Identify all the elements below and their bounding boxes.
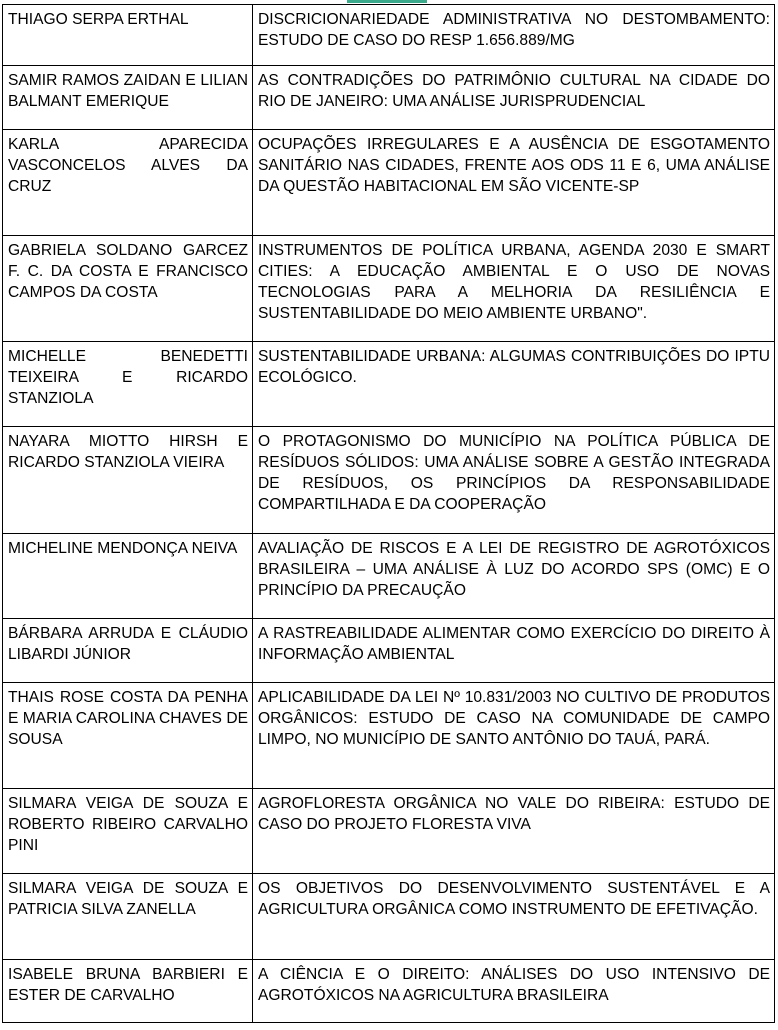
authors-cell: THIAGO SERPA ERTHAL — [3, 5, 253, 66]
title-cell: O PROTAGONISMO DO MUNICÍPIO NA POLÍTICA PÚBLICA DE RESÍDUOS SÓLIDOS: UMA ANÁLISE SOBRE A GESTÃO INTEGRADA DE RESÍDUOS, OS PRINCÍPIOS DA RESPONSABILIDADE COMPARTILHADA E DA COOPERAÇÃO — [253, 427, 775, 534]
authors-cell: SILMARA VEIGA DE SOUZA E PATRICIA SILVA ZANELLA — [3, 874, 253, 960]
authors-cell: SILMARA VEIGA DE SOUZA E ROBERTO RIBEIRO CARVALHO PINI — [3, 789, 253, 874]
title-cell: OS OBJETIVOS DO DESENVOLVIMENTO SUSTENTÁVEL E A AGRICULTURA ORGÂNICA COMO INSTRUMENTO DE EFETIVAÇÃO. — [253, 874, 775, 960]
title-cell: A RASTREABILIDADE ALIMENTAR COMO EXERCÍCIO DO DIREITO À INFORMAÇÃO AMBIENTAL — [253, 619, 775, 683]
table-row — [3, 960, 775, 1023]
title-cell: AVALIAÇÃO DE RISCOS E A LEI DE REGISTRO DE AGROTÓXICOS BRASILEIRA – UMA ANÁLISE À LUZ DO ACORDO SPS (OMC) E O PRINCÍPIO DA PRECAUÇÃO — [253, 534, 775, 619]
authors-cell: SAMIR RAMOS ZAIDAN E LILIAN BALMANT EMERIQUE — [3, 66, 253, 130]
papers-table — [2, 4, 775, 1023]
table-row — [3, 66, 775, 130]
authors-cell: GABRIELA SOLDANO GARCEZ F. C. DA COSTA E FRANCISCO CAMPOS DA COSTA — [3, 236, 253, 342]
authors-cell: KARLA APARECIDA VASCONCELOS ALVES DA CRUZ — [3, 130, 253, 236]
table-row — [3, 130, 775, 236]
title-cell: SUSTENTABILIDADE URBANA: ALGUMAS CONTRIBUIÇÕES DO IPTU ECOLÓGICO. — [253, 342, 775, 427]
table-row — [3, 236, 775, 342]
table-row — [3, 342, 775, 427]
title-cell: INSTRUMENTOS DE POLÍTICA URBANA, AGENDA 2030 E SMART CITIES: A EDUCAÇÃO AMBIENTAL E O USO DE NOVAS TECNOLOGIAS PARA A MELHORIA DA RESILIÊNCIA E SUSTENTABILIDADE DO MEIO AMBIENTE URBANO". — [253, 236, 775, 342]
authors-cell: THAIS ROSE COSTA DA PENHA E MARIA CAROLINA CHAVES DE SOUSA — [3, 683, 253, 789]
title-cell: AGROFLORESTA ORGÂNICA NO VALE DO RIBEIRA: ESTUDO DE CASO DO PROJETO FLORESTA VIVA — [253, 789, 775, 874]
table-row — [3, 619, 775, 683]
title-cell: A CIÊNCIA E O DIREITO: ANÁLISES DO USO INTENSIVO DE AGROTÓXICOS NA AGRICULTURA BRASILEIRA — [253, 960, 775, 1023]
authors-cell: MICHELLE BENEDETTI TEIXEIRA E RICARDO STANZIOLA — [3, 342, 253, 427]
title-cell: OCUPAÇÕES IRREGULARES E A AUSÊNCIA DE ESGOTAMENTO SANITÁRIO NAS CIDADES, FRENTE AOS ODS 11 E 6, UMA ANÁLISE DA QUESTÃO HABITACIONAL EM SÃO VICENTE-SP — [253, 130, 775, 236]
authors-cell: ISABELE BRUNA BARBIERI E ESTER DE CARVALHO — [3, 960, 253, 1023]
authors-cell: NAYARA MIOTTO HIRSH E RICARDO STANZIOLA VIEIRA — [3, 427, 253, 534]
authors-cell: MICHELINE MENDONÇA NEIVA — [3, 534, 253, 619]
table-row — [3, 5, 775, 66]
table-row — [3, 874, 775, 960]
title-cell: DISCRICIONARIEDADE ADMINISTRATIVA NO DESTOMBAMENTO: ESTUDO DE CASO DO RESP 1.656.889/MG — [253, 5, 775, 66]
table-row — [3, 534, 775, 619]
top-accent-bar — [347, 0, 427, 3]
title-cell: AS CONTRADIÇÕES DO PATRIMÔNIO CULTURAL NA CIDADE DO RIO DE JANEIRO: UMA ANÁLISE JURISPRUDENCIAL — [253, 66, 775, 130]
table-row — [3, 789, 775, 874]
title-cell: APLICABILIDADE DA LEI Nº 10.831/2003 NO CULTIVO DE PRODUTOS ORGÂNICOS: ESTUDO DE CASO NA COMUNIDADE DE CAMPO LIMPO, NO MUNICÍPIO DE SANTO ANTÔNIO DO TAUÁ, PARÁ. — [253, 683, 775, 789]
table-row — [3, 427, 775, 534]
table-row — [3, 683, 775, 789]
authors-cell: BÁRBARA ARRUDA E CLÁUDIO LIBARDI JÚNIOR — [3, 619, 253, 683]
